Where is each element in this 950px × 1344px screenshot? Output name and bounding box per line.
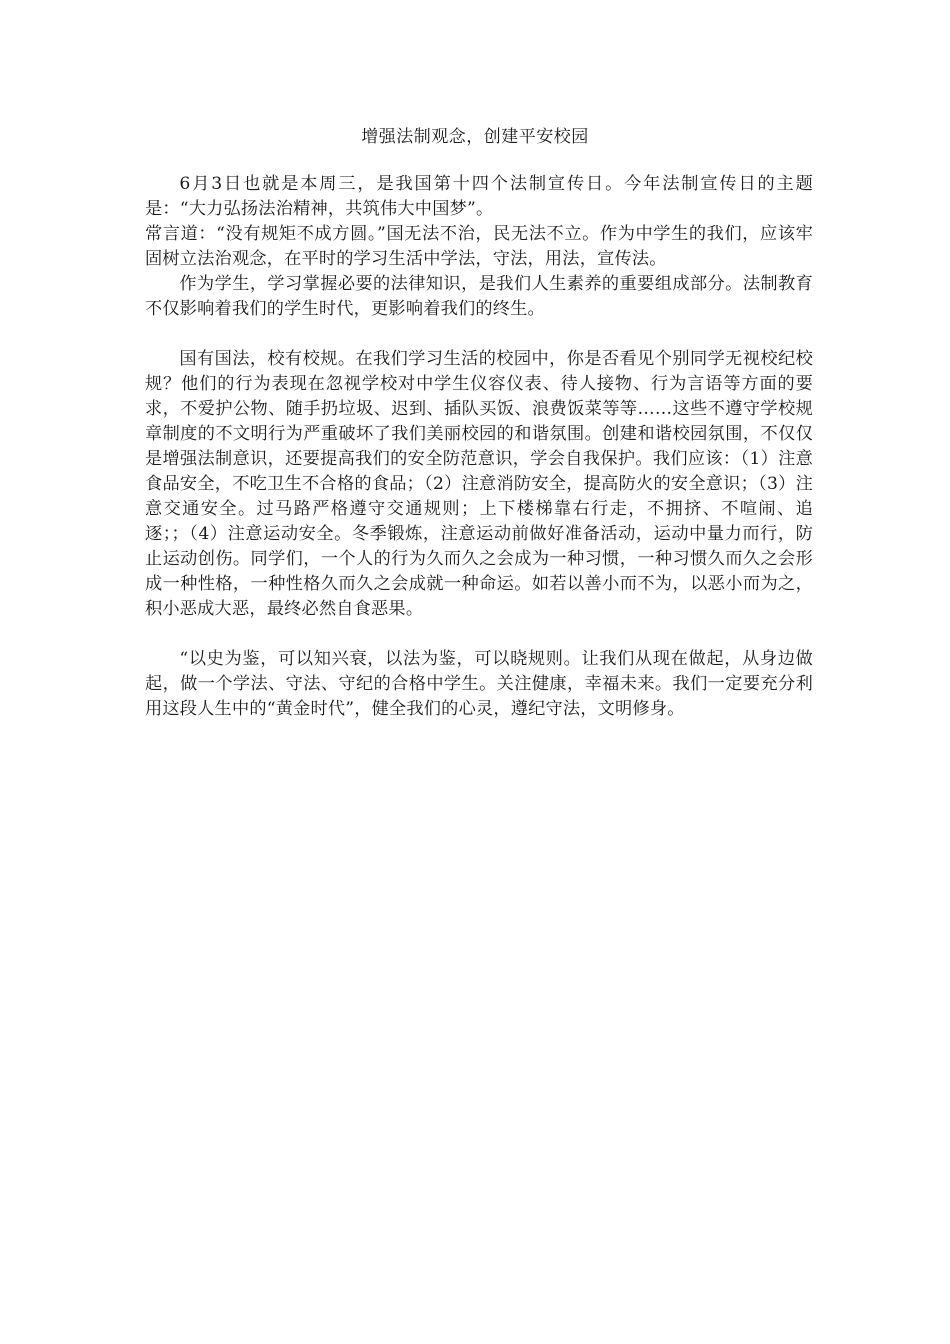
paragraph-student-knowledge: 作为学生，学习掌握必要的法律知识，是我们人生素养的重要组成部分。法制教育不仅影响着我们的学生时代，更影响着我们的终生。 (145, 274, 813, 319)
paragraph-spacer (145, 622, 813, 647)
paragraph-conclusion: “以史为鉴，可以知兴衰，以法为鉴，可以晓规则。让我们从现在做起，从身边做起，做一个学法、守法、守纪的合格中学生。关注健康，幸福未来。我们一定要充分利用这段人生中的“黄金时代”，健全我们的心灵，遵纪守法，文明修身。 (145, 649, 813, 719)
paragraph-spacer (145, 322, 813, 347)
paragraph-school-rules: 国有国法，校有校规。在我们学习生活的校园中，你是否看见个别同学无视校纪校规？他们的行为表现在忽视学校对中学生仪容仪表、待人接物、行为言语等方面的要求，不爱护公物、随手扔垃圾、迟到、插队买饭、浪费饭菜等等……这些不遵守学校规章制度的不文明行为严重破坏了我们美丽校园的和谐氛围。创建和谐校园氛围，不仅仅是增强法制意识，还要提高我们的安全防范意识，学会自我保护。我们应该：（1）注意食品安全，不吃卫生不合格的食品；（2）注意消防安全，提高防火的安全意识；（3）注意交通安全。过马路严格遵守交通规则；上下楼梯靠右行走，不拥挤、不喧闹、追逐；；（4）注意运动安全。冬季锻炼，注意运动前做好准备活动，运动中量力而行，防止运动创伤。同学们，一个人的行为久而久之会成为一种习惯，一种习惯久而久之会形成一种性格，一种性格久而久之会成就一种命运。如若以善小而不为，以恶小而为之，积小恶成大恶，最终必然自食恶果。 (145, 349, 813, 619)
document-body (145, 172, 813, 722)
document-title: 增强法制观念，创建平安校园 (361, 127, 589, 147)
paragraph-legal-day: 6月3日也就是本周三，是我国第十四个法制宣传日。今年法制宣传日的主题是：“大力弘扬法治精神，共筑伟大中国梦”。 (145, 174, 813, 219)
paragraph-proverb: 常言道：“没有规矩不成方圆。”国无法不治，民无法不立。作为中学生的我们，应该牢固树立法治观念，在平时的学习生活中学法，守法，用法，宣传法。 (145, 224, 813, 269)
